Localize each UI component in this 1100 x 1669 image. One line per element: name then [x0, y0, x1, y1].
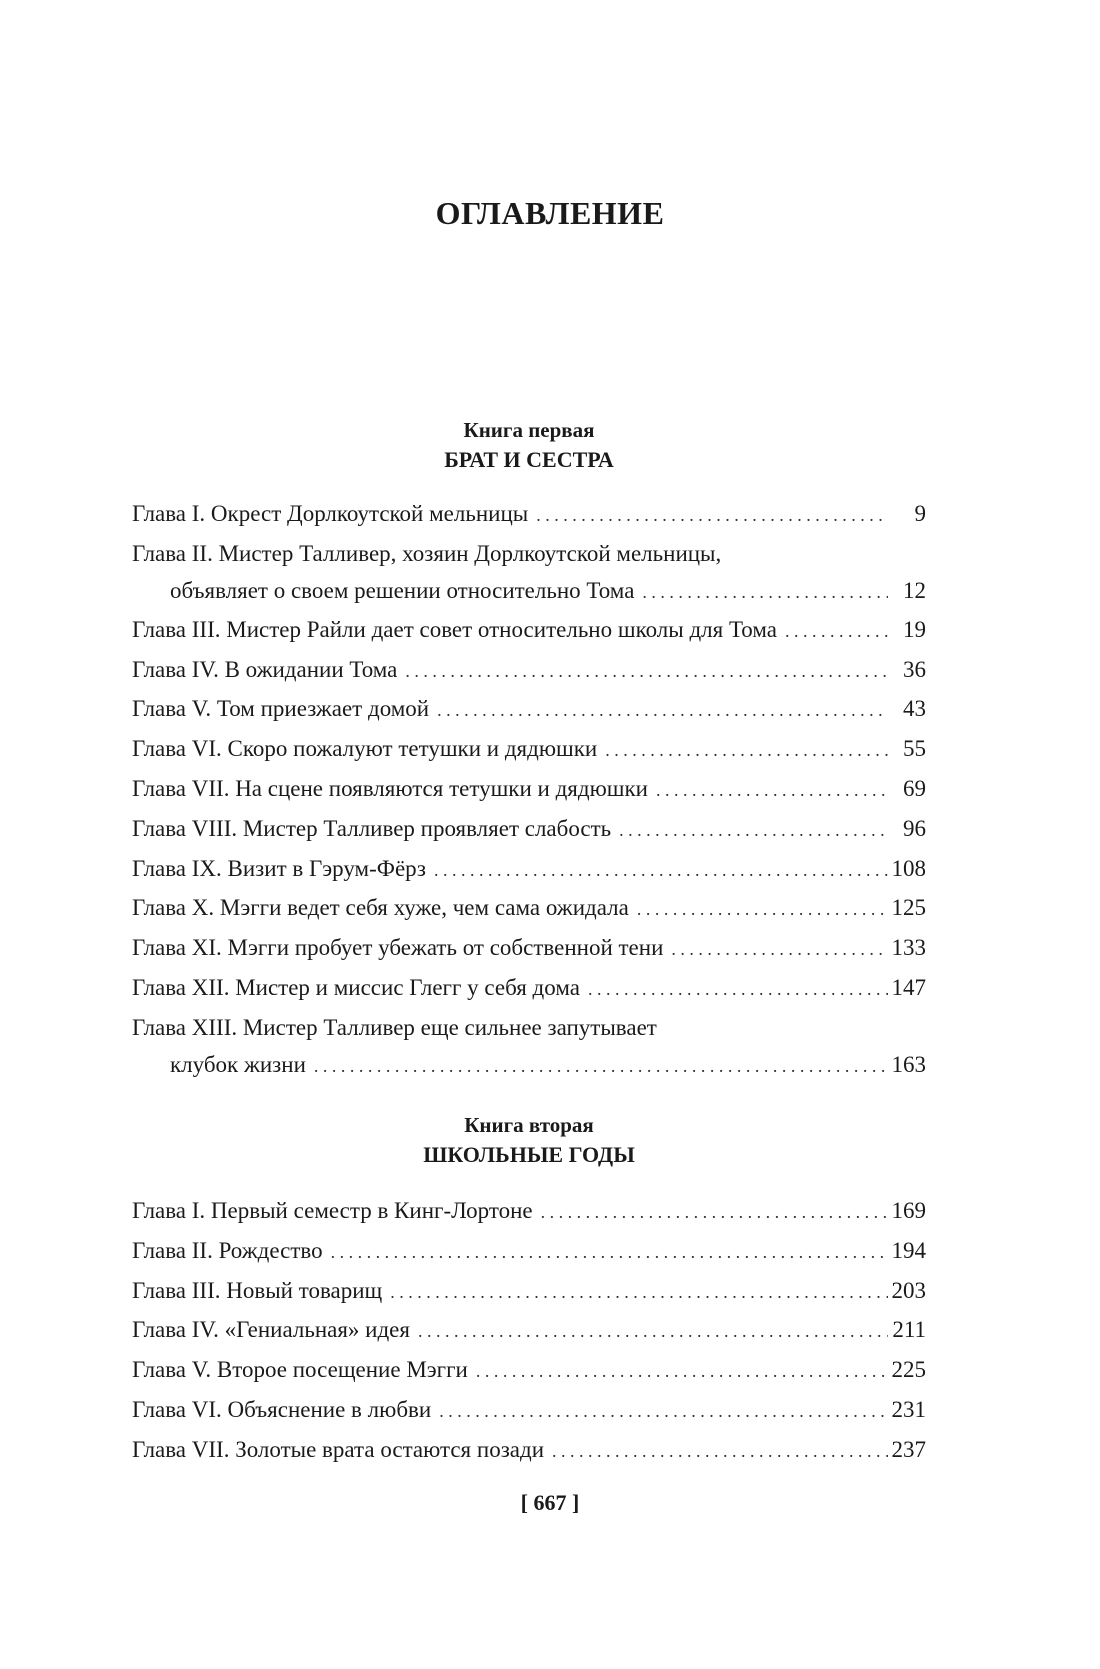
toc-entry[interactable]	[132, 889, 926, 929]
chapter-title: Глава III. Новый товарищ	[132, 1277, 383, 1303]
chapter-title: Глава VI. Скоро пожалуют тетушки и дядюшки	[132, 736, 598, 762]
chapter-title: Глава V. Том приезжает домой	[132, 696, 430, 722]
chapter-title-line1: Глава II. Мистер Талливер, хозяин Дорлкоутской мельницы,	[132, 540, 722, 566]
chapter-title-line2: клубок жизни	[170, 1051, 306, 1077]
chapter-title: Глава VIII. Мистер Талливер проявляет слабость	[132, 815, 612, 841]
toc-entry[interactable]	[132, 850, 926, 890]
dot-leader	[656, 771, 888, 810]
page-number: 19	[903, 616, 926, 642]
page-number: 96	[903, 815, 926, 841]
book-one-toc	[132, 495, 926, 1085]
chapter-title: Глава III. Мистер Райли дает совет относительно школы для Тома	[132, 616, 777, 642]
dot-leader	[541, 1193, 888, 1232]
dot-leader	[642, 574, 888, 611]
toc-entry[interactable]	[132, 929, 926, 969]
page-number: 133	[891, 935, 926, 961]
dot-leader	[437, 691, 888, 730]
book-two-label: Книга вторая	[464, 1113, 594, 1137]
page-folio-number: [ 667 ]	[520, 1490, 580, 1515]
dot-leader	[405, 652, 888, 691]
toc-entry[interactable]	[132, 1009, 926, 1085]
dot-leader	[536, 496, 888, 535]
chapter-title: Глава IV. «Гениальная» идея	[132, 1317, 410, 1343]
toc-entry[interactable]	[132, 1192, 926, 1232]
chapter-title: Глава XI. Мэгги пробует убежать от собственной тени	[132, 935, 664, 961]
page-number: 69	[903, 775, 926, 801]
chapter-title: Глава XII. Мистер и миссис Глегг у себя дома	[132, 974, 580, 1000]
dot-leader	[314, 1048, 888, 1085]
toc-entry[interactable]	[132, 969, 926, 1009]
page-number: 211	[892, 1317, 926, 1343]
page-number: 203	[891, 1277, 926, 1303]
toc-entry[interactable]	[132, 690, 926, 730]
page-number: 231	[891, 1396, 926, 1422]
page-number: 225	[891, 1357, 926, 1383]
book-two-heading	[132, 1110, 926, 1170]
chapter-title: Глава I. Первый семестр в Кинг-Лортоне	[132, 1198, 533, 1223]
toc-entry[interactable]	[132, 810, 926, 850]
dot-leader	[619, 811, 888, 850]
page-number: 194	[891, 1237, 926, 1263]
dot-leader	[476, 1352, 888, 1391]
toc-entry[interactable]	[132, 1311, 926, 1351]
page-title: ОГЛАВЛЕНИЕ	[435, 195, 665, 231]
dot-leader	[605, 731, 888, 770]
chapter-title: Глава VII. Золотые врата остаются позади	[132, 1436, 545, 1462]
page-number: 55	[903, 736, 926, 762]
dot-leader	[439, 1392, 887, 1431]
page-number: 43	[903, 696, 926, 722]
book-one-title: БРАТ И СЕСТРА	[444, 447, 614, 472]
book-two-section	[132, 1110, 926, 1471]
dot-leader	[331, 1233, 888, 1272]
toc-entry[interactable]	[132, 730, 926, 770]
dot-leader	[418, 1312, 888, 1351]
toc-entry[interactable]	[132, 1431, 926, 1471]
dot-leader	[434, 851, 887, 890]
dot-leader	[637, 890, 888, 929]
dot-leader	[671, 930, 887, 969]
dot-leader	[552, 1432, 887, 1471]
page-number: 237	[891, 1436, 926, 1462]
toc-entry[interactable]	[132, 651, 926, 691]
toc-entry[interactable]	[132, 535, 926, 611]
chapter-title: Глава IX. Визит в Гэрум-Фёрз	[132, 855, 427, 881]
toc-entry[interactable]	[132, 1391, 926, 1431]
chapter-title-line1: Глава XIII. Мистер Талливер еще сильнее запутывает	[132, 1014, 657, 1040]
toc-entry[interactable]	[132, 1232, 926, 1272]
book-two-title: ШКОЛЬНЫЕ ГОДЫ	[423, 1142, 635, 1167]
toc-entry[interactable]	[132, 1351, 926, 1391]
chapter-title-line2: объявляет о своем решении относительно Тома	[170, 577, 635, 603]
chapter-title: Глава X. Мэгги ведет себя хуже, чем сама ожидала	[132, 895, 629, 921]
book-one-heading	[132, 415, 926, 475]
chapter-title: Глава V. Второе посещение Мэгги	[132, 1357, 468, 1383]
toc-entry[interactable]	[132, 611, 926, 651]
page-number: 12	[903, 577, 926, 603]
page-number: 108	[891, 855, 926, 881]
chapter-title: Глава I. Окрест Дорлкоутской мельницы	[132, 501, 529, 526]
page-number: 147	[891, 974, 926, 1000]
book-one-label: Книга первая	[463, 418, 595, 442]
chapter-title: Глава II. Рождество	[132, 1237, 323, 1263]
dot-leader	[588, 970, 888, 1009]
dot-leader	[785, 612, 888, 651]
page-number: 163	[891, 1051, 926, 1077]
chapter-title: Глава VI. Объяснение в любви	[132, 1396, 432, 1422]
dot-leader	[390, 1273, 887, 1312]
page-number: 169	[891, 1198, 926, 1223]
page-number: 125	[891, 895, 926, 921]
page-number: 36	[903, 656, 926, 682]
chapter-title: Глава VII. На сцене появляются тетушки и дядюшки	[132, 775, 648, 801]
page-number: 9	[914, 501, 926, 526]
book-two-toc	[132, 1192, 926, 1471]
toc-entry[interactable]	[132, 495, 926, 535]
toc-entry[interactable]	[132, 1272, 926, 1312]
toc-entry[interactable]	[132, 770, 926, 810]
chapter-title: Глава IV. В ожидании Тома	[132, 656, 398, 682]
book-one-section	[132, 415, 926, 1085]
